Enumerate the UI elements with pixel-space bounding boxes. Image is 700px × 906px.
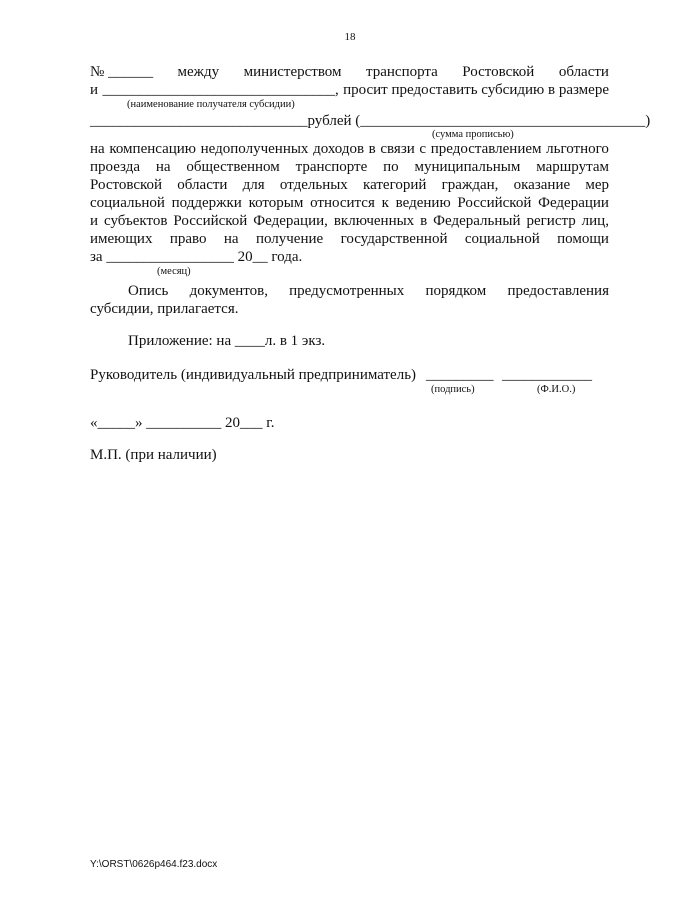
word: Федерации xyxy=(538,195,609,211)
close-paren: ) xyxy=(645,113,651,129)
word: социальной xyxy=(90,195,165,211)
inventory-line-1 xyxy=(128,282,609,300)
fio-blank: ____________ xyxy=(502,367,592,383)
body-line-2 xyxy=(90,158,609,176)
word: Опись xyxy=(128,283,169,299)
word: получение xyxy=(255,231,324,247)
word: право xyxy=(169,231,207,247)
word: к xyxy=(381,195,389,211)
word: на xyxy=(90,141,105,157)
word: на xyxy=(155,159,171,175)
word: государственной xyxy=(340,231,448,247)
word: помощи xyxy=(557,231,609,247)
word: Ростовской xyxy=(90,177,163,193)
body-line-3 xyxy=(90,176,609,194)
body-line-5 xyxy=(90,212,609,230)
attachment-line: Приложение: на ____л. в 1 экз. xyxy=(128,333,326,349)
word: относится xyxy=(310,195,375,211)
word: которым xyxy=(248,195,304,211)
number-field xyxy=(90,63,153,81)
request-line-2 xyxy=(90,81,609,99)
word: включенных xyxy=(333,213,415,229)
amount-in-words-blank: ______________________________________ xyxy=(360,113,646,129)
word: транспорта xyxy=(365,64,438,80)
word: мер xyxy=(585,177,609,193)
word: области xyxy=(558,64,609,80)
body-line-4 xyxy=(90,194,609,212)
word: на xyxy=(223,231,239,247)
word: категорий xyxy=(363,177,427,193)
rubles-label: рублей ( xyxy=(307,113,361,129)
number-sign: № xyxy=(90,64,105,80)
word: Федерации, xyxy=(253,213,328,229)
body-line-1 xyxy=(90,140,609,158)
word: транспорте xyxy=(295,159,368,175)
word: льготного xyxy=(546,141,609,157)
page-number: 18 xyxy=(344,31,356,43)
word: поддержки xyxy=(171,195,242,211)
caption-fio: (Ф.И.О.) xyxy=(537,384,576,395)
word: муниципальным xyxy=(414,159,521,175)
word: предоставлением xyxy=(430,141,542,157)
request-text: просит предоставить субсидию в размере xyxy=(343,82,609,98)
caption-signature: (подпись) xyxy=(431,384,475,395)
word: ведению xyxy=(395,195,451,211)
number-blank: ______ xyxy=(108,64,154,80)
stamp-note: М.П. (при наличии) xyxy=(90,447,217,463)
word: предоставления xyxy=(507,283,609,299)
word: маршрутам xyxy=(536,159,609,175)
word: между xyxy=(177,64,220,80)
word: компенсацию xyxy=(109,141,197,157)
word: в xyxy=(368,141,376,157)
caption-recipient: (наименование получателя субсидии) xyxy=(127,99,295,110)
recipient-name-blank: _______________________________, xyxy=(102,82,339,98)
word: общественном xyxy=(186,159,280,175)
word: отдельных xyxy=(279,177,348,193)
word: проезда xyxy=(90,159,140,175)
word: для xyxy=(242,177,265,193)
word: оказание xyxy=(513,177,571,193)
word: имеющих xyxy=(90,231,153,247)
word: граждан, xyxy=(441,177,499,193)
word: Федеральный xyxy=(433,213,521,229)
signature-label: Руководитель (индивидуальный предприниматель) xyxy=(90,367,417,383)
word: области xyxy=(177,177,228,193)
word: социальной xyxy=(464,231,540,247)
request-line-1 xyxy=(90,63,609,81)
word: Российской xyxy=(457,195,532,211)
word: доходов xyxy=(313,141,365,157)
word: недополученных xyxy=(200,141,309,157)
footer-file-path: Y:\ORST\0626p464.f23.docx xyxy=(90,859,218,870)
word: Российской xyxy=(173,213,248,229)
period-year: 20__ года. xyxy=(237,249,303,265)
inventory-line-2: субсидии, прилагается. xyxy=(90,301,239,317)
period-prefix: за xyxy=(90,249,103,265)
word: порядком xyxy=(425,283,487,299)
signature-blank: _________ xyxy=(426,367,494,383)
word: связи xyxy=(380,141,415,157)
word: документов, xyxy=(189,283,268,299)
word: предусмотренных xyxy=(289,283,405,299)
word: в xyxy=(420,213,428,229)
word: и xyxy=(90,213,99,229)
word: Ростовской xyxy=(462,64,535,80)
word: министерством xyxy=(243,64,342,80)
word: регистр xyxy=(526,213,576,229)
word: субъектов xyxy=(103,213,168,229)
body-line-6 xyxy=(90,230,609,248)
caption-month: (месяц) xyxy=(157,266,191,277)
word: с xyxy=(419,141,427,157)
date-line: «_____» __________ 20___ г. xyxy=(90,415,275,431)
conjunction: и xyxy=(90,82,99,98)
period-line xyxy=(90,248,302,266)
word: по xyxy=(383,159,399,175)
caption-sum-words: (сумма прописью) xyxy=(432,129,514,140)
amount-blank: _____________________________ xyxy=(90,113,308,129)
month-blank: _________________ xyxy=(106,249,234,265)
word: лиц, xyxy=(581,213,609,229)
amount-line xyxy=(90,112,651,130)
